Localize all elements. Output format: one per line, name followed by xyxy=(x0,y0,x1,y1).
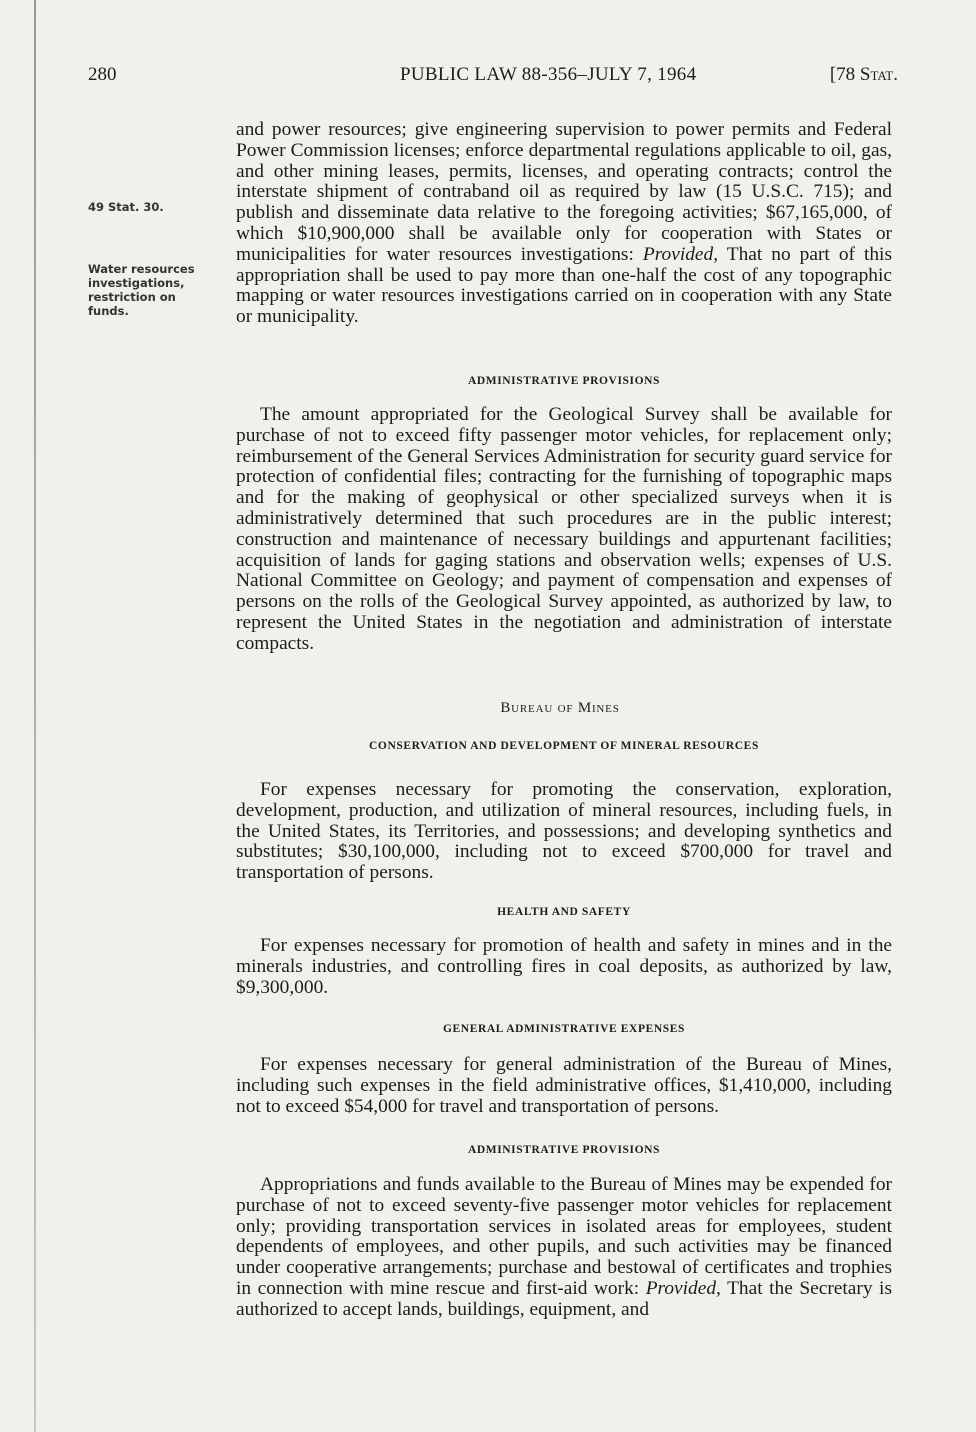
margin-note-citation: 49 Stat. 30. xyxy=(88,200,164,214)
section-heading-bureau-of-mines: Bureau of Mines xyxy=(500,700,620,716)
paragraph-mines-appropriations xyxy=(236,1175,892,1321)
statute-reference: [78 Stat. xyxy=(829,64,898,85)
paragraph-geological-survey xyxy=(236,405,892,655)
section-heading-health-safety: HEALTH AND SAFETY xyxy=(497,906,631,918)
paragraph-text: For expenses necessary for promoting the conservation, exploration, development, production, and utilization of mineral resources, including fuels, in the United States, its Territories, and possessions; and developing synthetics and substitutes; $30,100,000, including not to exceed $700,000 for travel and transportation of persons. xyxy=(236,779,892,884)
provided-italic: Provided, xyxy=(642,243,719,265)
paragraph-conservation xyxy=(236,780,892,884)
provided-italic: Provided, xyxy=(645,1277,721,1299)
paragraph-text: and power resources; give engineering supervision to power permits and Federal Power Commission licenses; enforce departmental regulations applicable to oil, gas, and other mining leases, permits, licenses, and operating contracts; control the interstate shipment of contraband oil as required by law (15 U.S.C. 715); and publish and disseminate data relative to the foregoing activities; $67,165,000, of which $10,900,000 shall be available only for cooperation with States or municipalities for water resources investigations: xyxy=(236,119,892,265)
page-header xyxy=(88,64,898,94)
paragraph-text: For expenses necessary for promotion of health and safety in mines and in the minerals industries, and controlling fires in coal deposits, as authorized by law, $9,300,000. xyxy=(236,935,892,998)
section-heading-general-admin: GENERAL ADMINISTRATIVE EXPENSES xyxy=(442,1023,686,1035)
margin-note-water: Water resources investigations, restriction on funds. xyxy=(88,262,195,318)
paragraph-power-resources xyxy=(236,120,892,328)
paragraph-text: That no part of this appropriation shall be used to pay more than one-half the cost of any topographic mapping or water resources investigations carried on in cooperation with any State or municipality. xyxy=(236,243,892,328)
paragraph-health-safety xyxy=(236,936,892,998)
page-binding-edge xyxy=(34,0,36,1432)
paragraph-text: That the Secretary is authorized to accept lands, buildings, equipment, and xyxy=(236,1277,892,1320)
paragraph-text: For expenses necessary for general administration of the Bureau of Mines, including such expenses in the field administrative offices, $1,410,000, including not to exceed $54,000 for travel and transportation of persons. xyxy=(236,1054,892,1117)
section-heading-admin-provisions-2: ADMINISTRATIVE PROVISIONS xyxy=(467,1144,661,1156)
page-number: 280 xyxy=(88,64,117,85)
section-heading-conservation: CONSERVATION AND DEVELOPMENT OF MINERAL RESOURCES xyxy=(369,740,759,752)
section-heading-admin-provisions: ADMINISTRATIVE PROVISIONS xyxy=(467,375,661,387)
paragraph-general-admin xyxy=(236,1055,892,1117)
paragraph-text: The amount appropriated for the Geological Survey shall be available for purchase of not to exceed fifty passenger motor vehicles, for replacement only; reimbursement of the General Services Administration for security guard service for protection of confidential files; contracting for the furnishing of topographic maps and for the making of geophysical or other specialized surveys when it is administratively determined that such procedures are in the public interest; construction and maintenance of necessary buildings and appurtenant facilities; acquisition of lands for gaging stations and observation wells; expenses of U.S. National Committee on Geology; and payment of compensation and expenses of persons on the rolls of the Geological Survey appointed, as authorized by law, to represent the United States in the negotiation and administration of interstate compacts. xyxy=(236,404,892,654)
page-title: PUBLIC LAW 88-356–JULY 7, 1964 xyxy=(400,64,697,85)
paragraph-text: Appropriations and funds available to the Bureau of Mines may be expended for purchase of not to exceed seventy-five passenger motor vehicles for replacement only; providing transportation services in isolated areas for employees, student dependents of employees, and other pupils, and such activities may be financed under cooperative arrangements; purchase and bestowal of certificates and trophies in connection with mine rescue and first-aid work: xyxy=(236,1174,892,1299)
